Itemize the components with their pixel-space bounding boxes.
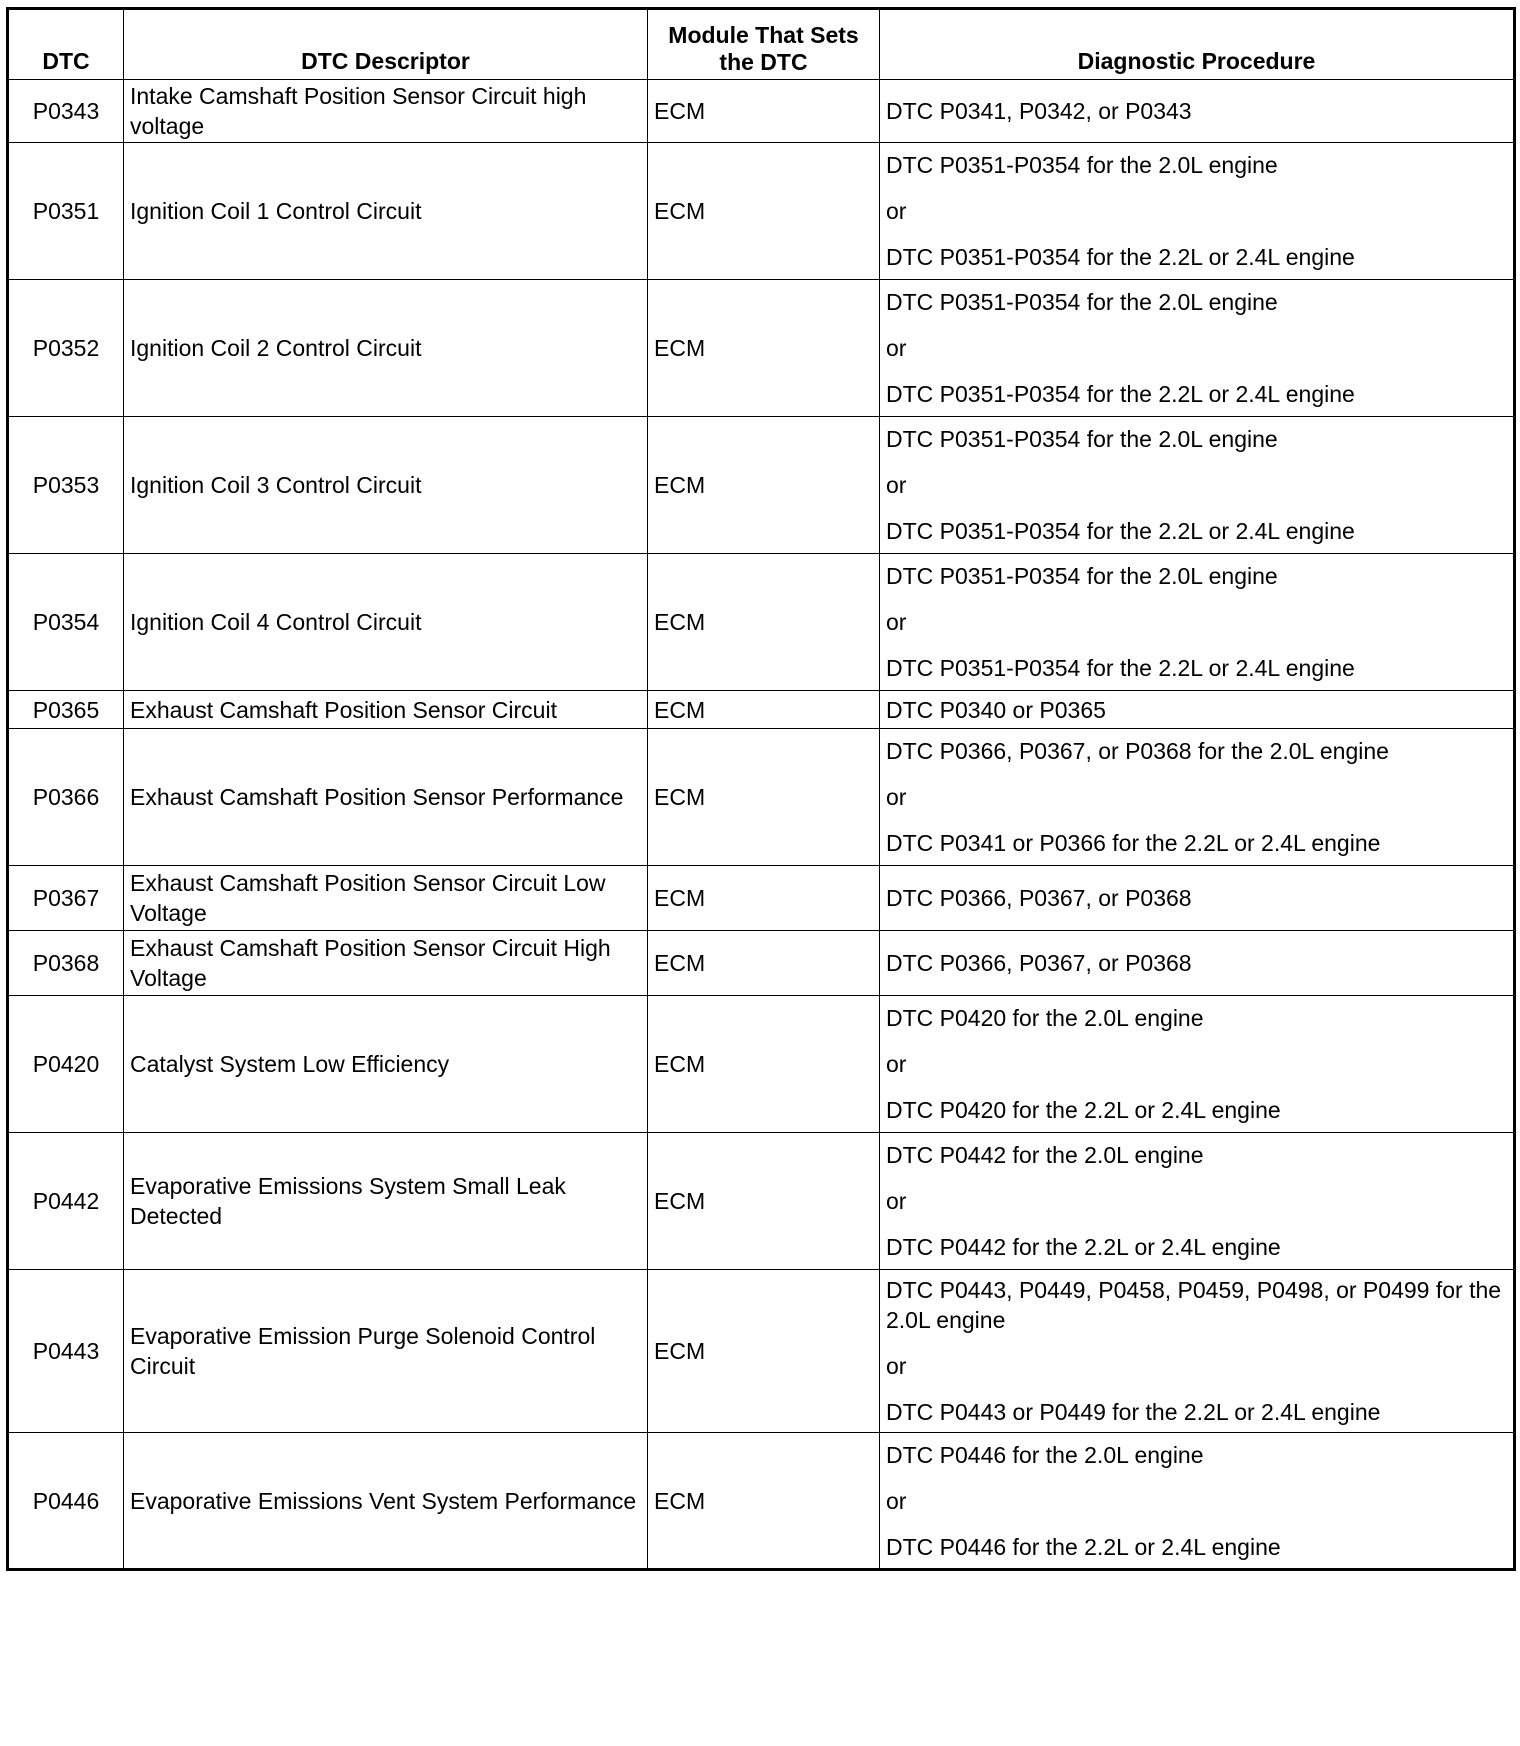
table-row <box>8 729 1515 866</box>
table-row <box>8 554 1515 691</box>
procedure-line: DTC P0340 or P0365 <box>886 696 1106 723</box>
cell-module: ECM <box>648 143 880 280</box>
cell-dtc: P0446 <box>8 1433 124 1570</box>
cell-descriptor: Ignition Coil 3 Control Circuit <box>124 417 648 554</box>
cell-procedure <box>880 1133 1515 1270</box>
procedure-or: or <box>886 1353 907 1379</box>
procedure-or: or <box>886 335 907 361</box>
procedure-line: DTC P0420 for the 2.0L engine <box>886 1005 1204 1031</box>
table-row <box>8 80 1515 143</box>
cell-procedure <box>880 691 1515 729</box>
cell-descriptor: Catalyst System Low Efficiency <box>124 996 648 1133</box>
cell-module: ECM <box>648 417 880 554</box>
cell-procedure <box>880 280 1515 417</box>
cell-dtc: P0352 <box>8 280 124 417</box>
cell-module: ECM <box>648 80 880 143</box>
cell-dtc: P0365 <box>8 691 124 729</box>
header-descriptor: DTC Descriptor <box>124 9 648 80</box>
procedure-line: DTC P0351-P0354 for the 2.2L or 2.4L engine <box>886 381 1355 407</box>
cell-module: ECM <box>648 729 880 866</box>
cell-procedure <box>880 554 1515 691</box>
table-row <box>8 866 1515 931</box>
procedure-line: DTC P0442 for the 2.2L or 2.4L engine <box>886 1234 1281 1260</box>
cell-dtc: P0368 <box>8 931 124 996</box>
cell-descriptor: Exhaust Camshaft Position Sensor Performance <box>124 729 648 866</box>
header-row <box>8 9 1515 80</box>
cell-descriptor: Exhaust Camshaft Position Sensor Circuit Low Voltage <box>124 866 648 931</box>
table-row <box>8 1270 1515 1433</box>
cell-dtc: P0354 <box>8 554 124 691</box>
procedure-or: or <box>886 472 907 498</box>
table-row <box>8 1133 1515 1270</box>
table-row <box>8 691 1515 729</box>
cell-procedure <box>880 996 1515 1133</box>
cell-dtc: P0343 <box>8 80 124 143</box>
cell-module: ECM <box>648 931 880 996</box>
cell-descriptor: Ignition Coil 4 Control Circuit <box>124 554 648 691</box>
header-dtc: DTC <box>8 9 124 80</box>
cell-descriptor: Evaporative Emission Purge Solenoid Control Circuit <box>124 1270 648 1433</box>
cell-module: ECM <box>648 691 880 729</box>
cell-dtc: P0367 <box>8 866 124 931</box>
table-row <box>8 1433 1515 1570</box>
cell-module: ECM <box>648 280 880 417</box>
procedure-or: or <box>886 784 907 810</box>
table-header <box>8 9 1515 80</box>
procedure-line: DTC P0443 or P0449 for the 2.2L or 2.4L engine <box>886 1399 1381 1425</box>
table-row <box>8 931 1515 996</box>
cell-dtc: P0351 <box>8 143 124 280</box>
procedure-line: DTC P0366, P0367, or P0368 <box>886 950 1192 976</box>
cell-descriptor: Intake Camshaft Position Sensor Circuit high voltage <box>124 80 648 143</box>
cell-procedure <box>880 1433 1515 1570</box>
dtc-table <box>6 7 1516 1571</box>
header-procedure: Diagnostic Procedure <box>880 9 1515 80</box>
procedure-line: DTC P0351-P0354 for the 2.0L engine <box>886 563 1278 589</box>
procedure-line: DTC P0351-P0354 for the 2.0L engine <box>886 289 1278 315</box>
table-body <box>8 80 1515 1570</box>
procedure-line: DTC P0446 for the 2.0L engine <box>886 1441 1204 1468</box>
table-row <box>8 280 1515 417</box>
procedure-line: DTC P0366, P0367, or P0368 <box>886 885 1192 911</box>
cell-descriptor: Evaporative Emissions Vent System Performance <box>124 1433 648 1570</box>
procedure-line: DTC P0443, P0449, P0458, P0459, P0498, or P0499 for the 2.0L engine <box>886 1277 1502 1333</box>
cell-module: ECM <box>648 554 880 691</box>
cell-dtc: P0353 <box>8 417 124 554</box>
procedure-or: or <box>886 1487 907 1514</box>
procedure-line: DTC P0351-P0354 for the 2.2L or 2.4L engine <box>886 244 1355 270</box>
cell-descriptor: Exhaust Camshaft Position Sensor Circuit <box>124 691 648 729</box>
cell-dtc: P0442 <box>8 1133 124 1270</box>
cell-procedure <box>880 931 1515 996</box>
cell-dtc: P0420 <box>8 996 124 1133</box>
procedure-line: DTC P0351-P0354 for the 2.0L engine <box>886 426 1278 452</box>
cell-descriptor: Evaporative Emissions System Small Leak Detected <box>124 1133 648 1270</box>
procedure-line: DTC P0351-P0354 for the 2.2L or 2.4L engine <box>886 655 1355 681</box>
cell-descriptor: Ignition Coil 2 Control Circuit <box>124 280 648 417</box>
procedure-or: or <box>886 609 907 635</box>
cell-procedure <box>880 729 1515 866</box>
cell-dtc: P0366 <box>8 729 124 866</box>
cell-module: ECM <box>648 866 880 931</box>
cell-module: ECM <box>648 1270 880 1433</box>
cell-descriptor: Ignition Coil 1 Control Circuit <box>124 143 648 280</box>
table-row <box>8 417 1515 554</box>
procedure-line: DTC P0366, P0367, or P0368 for the 2.0L engine <box>886 738 1389 764</box>
procedure-line: DTC P0341 or P0366 for the 2.2L or 2.4L engine <box>886 830 1381 856</box>
cell-procedure <box>880 417 1515 554</box>
procedure-or: or <box>886 198 907 224</box>
cell-dtc: P0443 <box>8 1270 124 1433</box>
header-module: Module That Sets the DTC <box>648 9 880 80</box>
cell-procedure <box>880 143 1515 280</box>
procedure-or: or <box>886 1051 907 1077</box>
table-row <box>8 143 1515 280</box>
cell-module: ECM <box>648 996 880 1133</box>
procedure-line: DTC P0442 for the 2.0L engine <box>886 1142 1204 1168</box>
procedure-line: DTC P0351-P0354 for the 2.0L engine <box>886 152 1278 178</box>
procedure-line: DTC P0341, P0342, or P0343 <box>886 98 1192 124</box>
procedure-or: or <box>886 1188 907 1214</box>
cell-descriptor: Exhaust Camshaft Position Sensor Circuit High Voltage <box>124 931 648 996</box>
procedure-line: DTC P0351-P0354 for the 2.2L or 2.4L engine <box>886 518 1355 544</box>
procedure-line: DTC P0420 for the 2.2L or 2.4L engine <box>886 1097 1281 1123</box>
cell-module: ECM <box>648 1433 880 1570</box>
cell-procedure <box>880 866 1515 931</box>
procedure-line: DTC P0446 for the 2.2L or 2.4L engine <box>886 1533 1281 1560</box>
table-row <box>8 996 1515 1133</box>
cell-procedure <box>880 80 1515 143</box>
cell-module: ECM <box>648 1133 880 1270</box>
cell-procedure <box>880 1270 1515 1433</box>
